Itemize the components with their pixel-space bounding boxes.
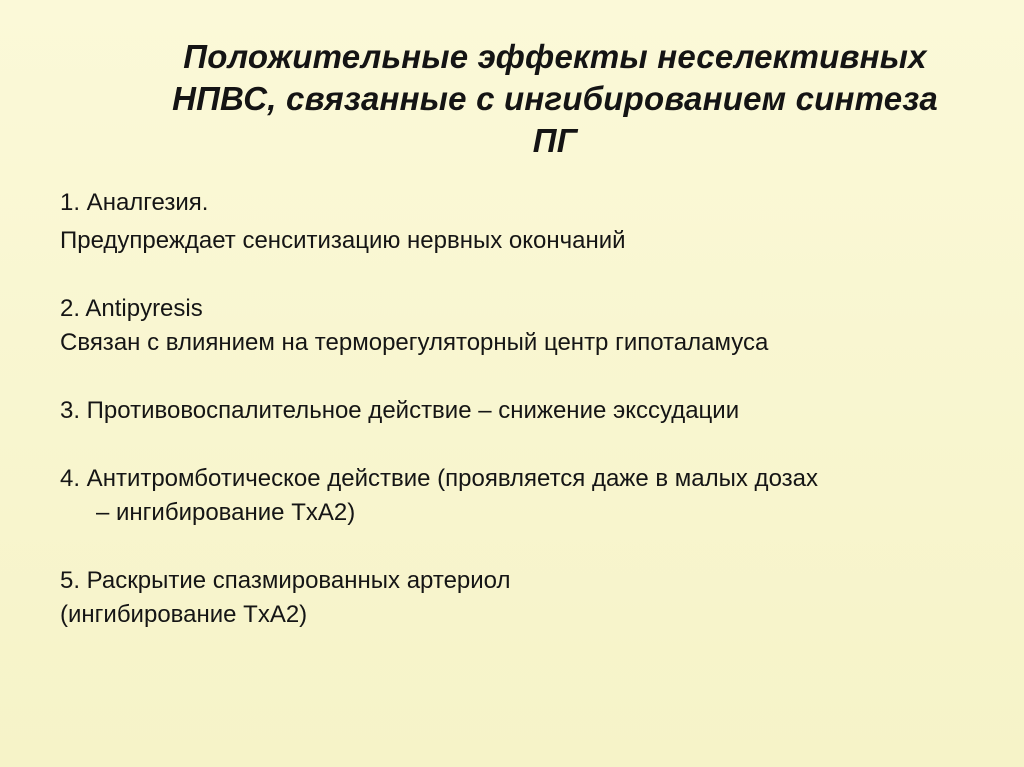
- title-line: Положительные эффекты неселективных: [183, 38, 927, 75]
- item-heading: 3. Противовоспалительное действие – снижение экссудации: [60, 397, 740, 424]
- list-item: [60, 292, 980, 360]
- item-heading: 2. Antipyresis: [60, 295, 203, 322]
- item-heading: 5. Раскрытие спазмированных артериол: [60, 567, 511, 594]
- spacer: [60, 530, 980, 564]
- item-continuation: – ингибирование TxA2): [96, 499, 356, 526]
- item-detail: Предупреждает сенситизацию нервных окончаний: [60, 227, 626, 254]
- item-heading: 4. Антитромботическое действие (проявляется даже в малых дозах: [60, 465, 818, 492]
- item-heading: 1. Аналгезия.: [60, 189, 209, 216]
- list-item: [60, 462, 980, 530]
- list-item: [60, 564, 980, 632]
- spacer: [60, 428, 980, 462]
- item-detail: Связан с влиянием на терморегуляторный центр гипоталамуса: [60, 329, 769, 356]
- slide-title: [95, 36, 1015, 162]
- list-item: [60, 394, 980, 428]
- title-line: НПВС, связанные с ингибированием синтеза: [172, 80, 938, 117]
- spacer: [60, 360, 980, 394]
- spacer: [60, 258, 980, 292]
- item-detail: (ингибирование TxA2): [60, 601, 308, 628]
- list-item: [60, 186, 980, 258]
- title-line: ПГ: [532, 122, 578, 159]
- effects-list: [60, 186, 980, 632]
